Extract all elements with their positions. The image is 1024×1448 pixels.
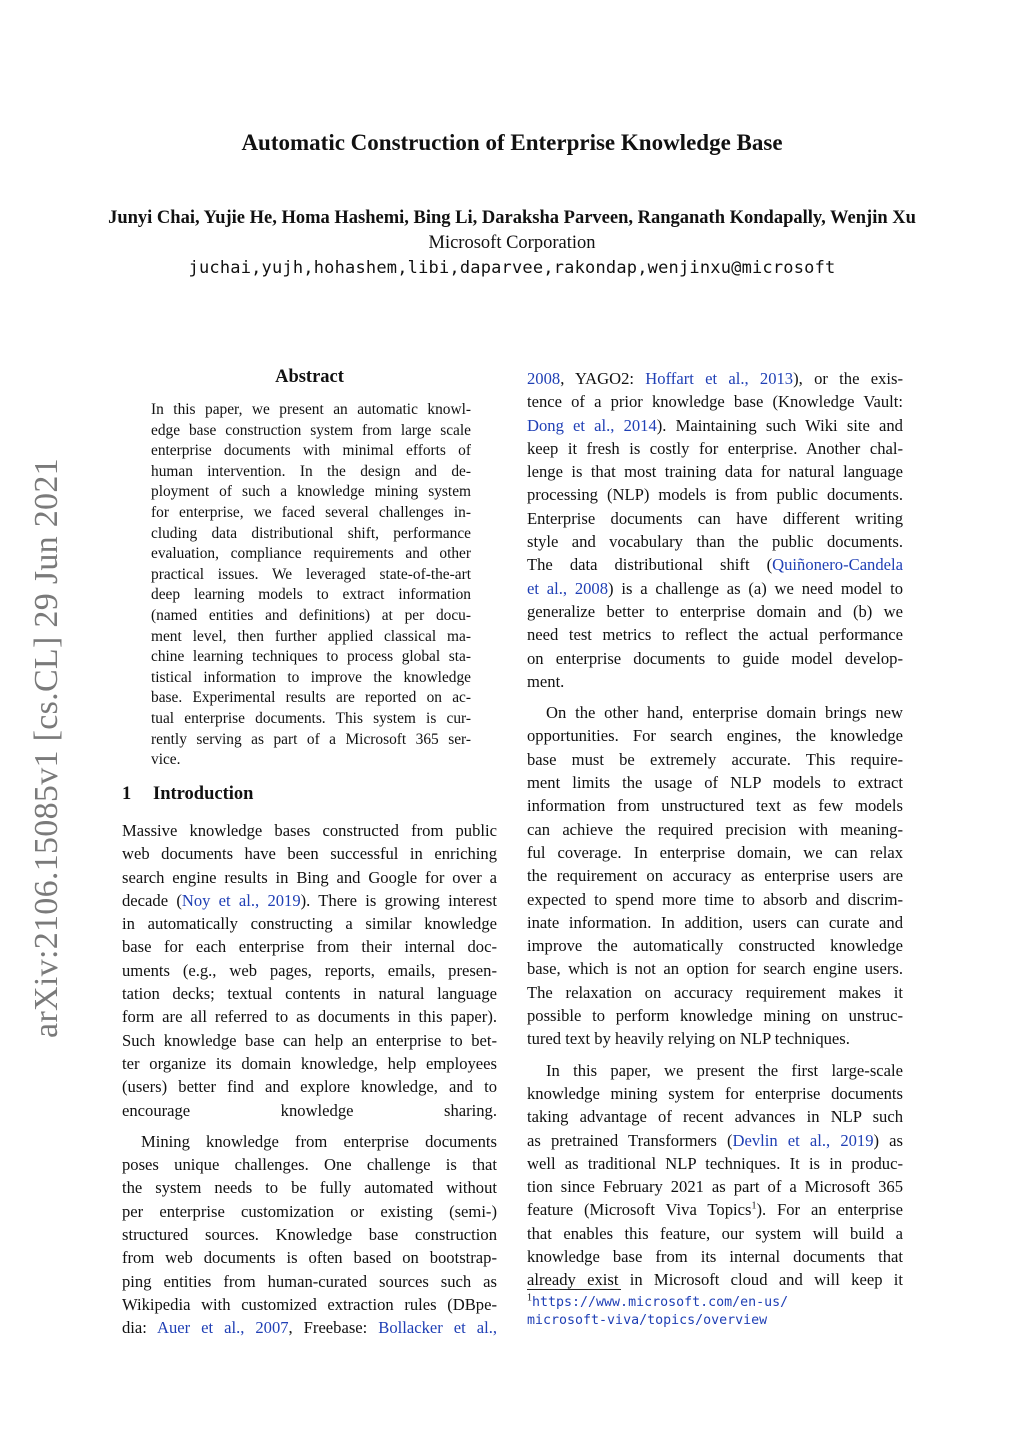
footnote-reference[interactable]: 1: [751, 1200, 757, 1212]
citation-link[interactable]: 2008: [527, 369, 561, 388]
text-run: need test metrics to reflect the actual performance: [527, 625, 903, 645]
abstract-line: evaluation, compliance requirements and other: [151, 545, 471, 563]
text-line: [527, 1175, 903, 1198]
author-emails: juchai,yujh,hohashem,libi,daparvee,rakondap,wenjinxu@microsoft: [188, 258, 836, 278]
footnote-url-part[interactable]: microsoft-viva/topics/overview: [527, 1313, 768, 1328]
text-run: (users) better find and explore knowledge, and to: [122, 1077, 497, 1097]
text-run: ). There is growing interest: [300, 890, 497, 910]
text-run: search engine results in Bing and Google for over a: [122, 867, 497, 887]
text-run: knowledge base from its internal documents that: [527, 1246, 903, 1266]
text-run: uments (e.g., web pages, reports, emails, presen-: [122, 960, 497, 980]
abstract-line: rently serving as part of a Microsoft 365 ser-: [151, 730, 471, 748]
abstract-line: chine learning techniques to process global sta-: [151, 648, 471, 666]
text-run: On the other hand, enterprise domain brings new: [546, 703, 903, 723]
text-run: possible to perform knowledge mining on unstruc-: [527, 1006, 903, 1026]
text-run: Such knowledge base can help an enterprise to bet-: [122, 1030, 497, 1050]
text-run: ). For an enterprise: [756, 1200, 903, 1220]
text-line: [122, 1029, 497, 1052]
text-run: the system needs to be fully automated without: [122, 1178, 497, 1198]
text-line: [527, 864, 903, 887]
abstract-line: In this paper, we present an automatic knowl-: [151, 401, 471, 418]
section-title: Introduction: [153, 784, 254, 804]
text-line: [122, 912, 497, 935]
text-run: The relaxation on accuracy requirement makes it: [527, 982, 903, 1002]
text-run: poses unique challenges. One challenge is that: [122, 1155, 497, 1175]
text-run: feature (Microsoft Viva Topics: [527, 1200, 752, 1220]
text-run: as pretrained Transformers (: [527, 1130, 733, 1150]
text-line: [527, 794, 903, 817]
text-run: base must be extremely accurate. This require-: [527, 749, 903, 769]
abstract-line: for enterprise, we faced several challenges in-: [151, 503, 471, 521]
text-line: [527, 437, 903, 460]
text-line: [527, 1082, 903, 1105]
text-line: [527, 724, 903, 747]
text-run: knowledge mining system for enterprise documents: [527, 1083, 903, 1103]
text-run: in automatically constructing a similar knowledge: [122, 914, 497, 934]
citation-link[interactable]: Noy et al., 2019: [181, 890, 301, 910]
text-line: [527, 1152, 903, 1175]
text-run: style and vocabulary than the public documents.: [527, 532, 903, 552]
text-line: [527, 1004, 903, 1027]
text-line: [122, 1075, 497, 1098]
text-run: generalize better to enterprise domain and (b) we: [527, 601, 903, 621]
text-run: base for each enterprise from their internal doc-: [122, 937, 497, 957]
text-run: can achieve the required precision with meaning-: [527, 819, 903, 839]
abstract-heading: Abstract: [275, 367, 344, 387]
abstract-line: tual enterprise documents. This system is cur-: [151, 709, 471, 727]
text-line: [122, 842, 497, 865]
citation-link[interactable]: Dong et al., 2014: [527, 415, 657, 435]
text-run: Mining knowledge from enterprise documents: [141, 1131, 497, 1151]
text-line: [527, 981, 903, 1004]
text-line: [527, 1105, 903, 1128]
citation-link[interactable]: Bollacker et al.,: [378, 1318, 497, 1338]
text-run: ful coverage. In enterprise domain, we can relax: [527, 842, 903, 862]
text-line: [527, 577, 903, 600]
citation-link[interactable]: Hoffart et al., 2013: [645, 369, 794, 388]
left-column-text: [122, 819, 497, 1340]
text-line: [122, 1099, 497, 1122]
section-heading: [122, 784, 253, 805]
text-run: ) as: [873, 1130, 903, 1150]
abstract-line: cluding data distributional shift, performance: [151, 524, 471, 542]
text-line: [527, 460, 903, 483]
text-run: ment limits the usage of NLP models to extract: [527, 773, 903, 793]
text-run: decade (: [122, 890, 182, 910]
text-run: opportunities. For search engines, the knowledge: [527, 726, 903, 746]
text-line: [122, 1052, 497, 1075]
text-run: processing (NLP) models is from public documents.: [527, 485, 903, 505]
affiliation: Microsoft Corporation: [428, 233, 596, 253]
abstract-line: (named entities and definitions) at per docu-: [151, 606, 471, 624]
text-run: In this paper, we present the first large-scale: [546, 1060, 903, 1080]
text-run: base, which is not an option for search engine users.: [527, 959, 903, 979]
right-column-text: [527, 367, 903, 1292]
text-line: [122, 982, 497, 1005]
text-line: [527, 390, 903, 413]
footnote-line[interactable]: [527, 1294, 788, 1312]
text-run: structured sources. Knowledge base construction: [122, 1225, 497, 1245]
abstract-line: tistical information to improve the knowledge: [151, 668, 471, 686]
text-line: [122, 866, 497, 889]
paper-title: Automatic Construction of Enterprise Knowledge Base: [241, 130, 783, 155]
text-run: encourage knowledge sharing.: [122, 1100, 497, 1120]
text-run: tence of a prior knowledge base (Knowledge Vault:: [527, 392, 903, 412]
text-run: well as traditional NLP techniques. It is in produc-: [527, 1153, 903, 1173]
text-line: [122, 819, 497, 842]
text-line: [122, 1005, 497, 1028]
text-run: ) is a challenge as (a) we need model to: [608, 578, 903, 598]
text-line: [122, 1246, 497, 1269]
text-line: [527, 771, 903, 794]
text-line: [527, 1245, 903, 1268]
text-line: [527, 670, 903, 693]
section-number: 1: [122, 784, 132, 804]
text-run: tion since February 2021 as part of a Microsoft 365: [527, 1177, 903, 1197]
text-line: [527, 623, 903, 646]
abstract-line: human intervention. In the design and de-: [151, 462, 471, 480]
text-run: from web documents is often based on bootstrap-: [122, 1248, 497, 1268]
text-run: , Freebase:: [288, 1318, 379, 1338]
text-run: ter organize its domain knowledge, help employees: [122, 1053, 497, 1073]
text-line: [122, 889, 497, 912]
footnote-line[interactable]: [527, 1312, 788, 1330]
text-run: information from unstructured text as few models: [527, 796, 903, 816]
citation-link[interactable]: Quiñonero-Candela: [772, 555, 903, 575]
text-line: [527, 507, 903, 530]
text-line: [527, 553, 903, 576]
abstract-line: ployment of such a knowledge mining system: [151, 483, 471, 501]
text-line: [122, 959, 497, 982]
abstract-line: vice.: [151, 751, 181, 769]
text-run: , YAGO2:: [560, 369, 646, 388]
text-line: [527, 841, 903, 864]
text-run: inate information. In addition, users can curate and: [527, 912, 903, 932]
text-line: [122, 1270, 497, 1293]
text-line: [527, 1027, 903, 1050]
text-line: [527, 483, 903, 506]
text-line: [527, 888, 903, 911]
text-line: [122, 1153, 497, 1176]
text-line: [122, 1200, 497, 1223]
text-run: per enterprise customization or existing (semi-): [122, 1201, 497, 1221]
text-line: [527, 818, 903, 841]
abstract-line: practical issues. We leveraged state-of-the-art: [151, 565, 471, 583]
text-line: [527, 748, 903, 771]
text-run: tation decks; textual contents in natural language: [122, 984, 497, 1004]
text-run: on enterprise documents to guide model develop-: [527, 648, 903, 668]
text-line: [527, 957, 903, 980]
text-run: keep it fresh is costly for enterprise. Another chal-: [527, 438, 903, 458]
text-line: [527, 701, 903, 724]
text-run: ping entities from human-curated sources such as: [122, 1271, 497, 1291]
text-line: [122, 1130, 497, 1153]
text-run: Wikipedia with customized extraction rules (DBpe-: [122, 1294, 497, 1314]
text-line: [122, 1223, 497, 1246]
footnote: [527, 1294, 788, 1330]
footnote-rule: [527, 1289, 621, 1290]
citation-link[interactable]: Auer et al., 2007: [156, 1318, 289, 1338]
text-line: [122, 1293, 497, 1316]
text-run: ). Maintaining such Wiki site and: [656, 415, 903, 435]
text-run: that enables this feature, our system will build a: [527, 1223, 903, 1243]
text-line: [122, 1176, 497, 1199]
text-run: tured text by heavily relying on NLP techniques.: [527, 1029, 850, 1049]
abstract-body: [151, 400, 471, 771]
text-run: the requirement on accuracy as enterprise users are: [527, 866, 903, 886]
text-line: [527, 647, 903, 670]
footnote-mark: 1: [527, 1292, 532, 1304]
text-line: [527, 367, 903, 390]
text-line: [527, 1198, 903, 1221]
text-line: [527, 600, 903, 623]
text-run: Enterprise documents can have different writing: [527, 508, 903, 528]
text-line: [527, 1129, 903, 1152]
abstract-line: base. Experimental results are reported on ac-: [151, 689, 471, 707]
text-run: web documents have been successful in enriching: [122, 844, 497, 864]
citation-link[interactable]: et al., 2008: [527, 578, 609, 598]
text-line: [527, 1222, 903, 1245]
text-line: [527, 911, 903, 934]
text-run: dia:: [122, 1318, 157, 1338]
text-run: expected to spend more time to absorb and discrim-: [527, 889, 903, 909]
abstract-line: enterprise documents with minimal efforts of: [151, 442, 471, 460]
abstract-line: deep learning models to extract information: [151, 586, 471, 604]
author-list: Junyi Chai, Yujie He, Homa Hashemi, Bing Li, Daraksha Parveen, Ranganath Kondapally, Wenjin Xu: [108, 208, 916, 228]
arxiv-identifier: arXiv:2106.15085v1 [cs.CL] 29 Jun 2021: [28, 458, 65, 1038]
text-run: form are all referred to as documents in this paper).: [122, 1007, 497, 1027]
text-run: improve the automatically constructed knowledge: [527, 936, 903, 956]
footnote-url-part[interactable]: https://www.microsoft.com/en-us/: [532, 1295, 789, 1310]
text-line: [122, 1316, 497, 1339]
text-run: ment.: [527, 671, 565, 691]
text-line: [527, 934, 903, 957]
text-run: The data distributional shift (: [527, 555, 773, 575]
text-run: lenge is that most training data for natural language: [527, 462, 903, 482]
text-line: [527, 414, 903, 437]
abstract-line: ment level, then further applied classical ma-: [151, 627, 471, 645]
citation-link[interactable]: Devlin et al., 2019: [732, 1130, 874, 1150]
text-run: ), or the exis-: [793, 369, 903, 388]
text-line: [527, 1059, 903, 1082]
abstract-line: edge base construction system from large scale: [151, 421, 471, 439]
text-run: Massive knowledge bases constructed from public: [122, 821, 497, 840]
text-line: [527, 530, 903, 553]
text-line: [122, 935, 497, 958]
text-run: taking advantage of recent advances in NLP such: [527, 1107, 903, 1127]
text-run: already exist in Microsoft cloud and will keep it: [527, 1270, 903, 1290]
